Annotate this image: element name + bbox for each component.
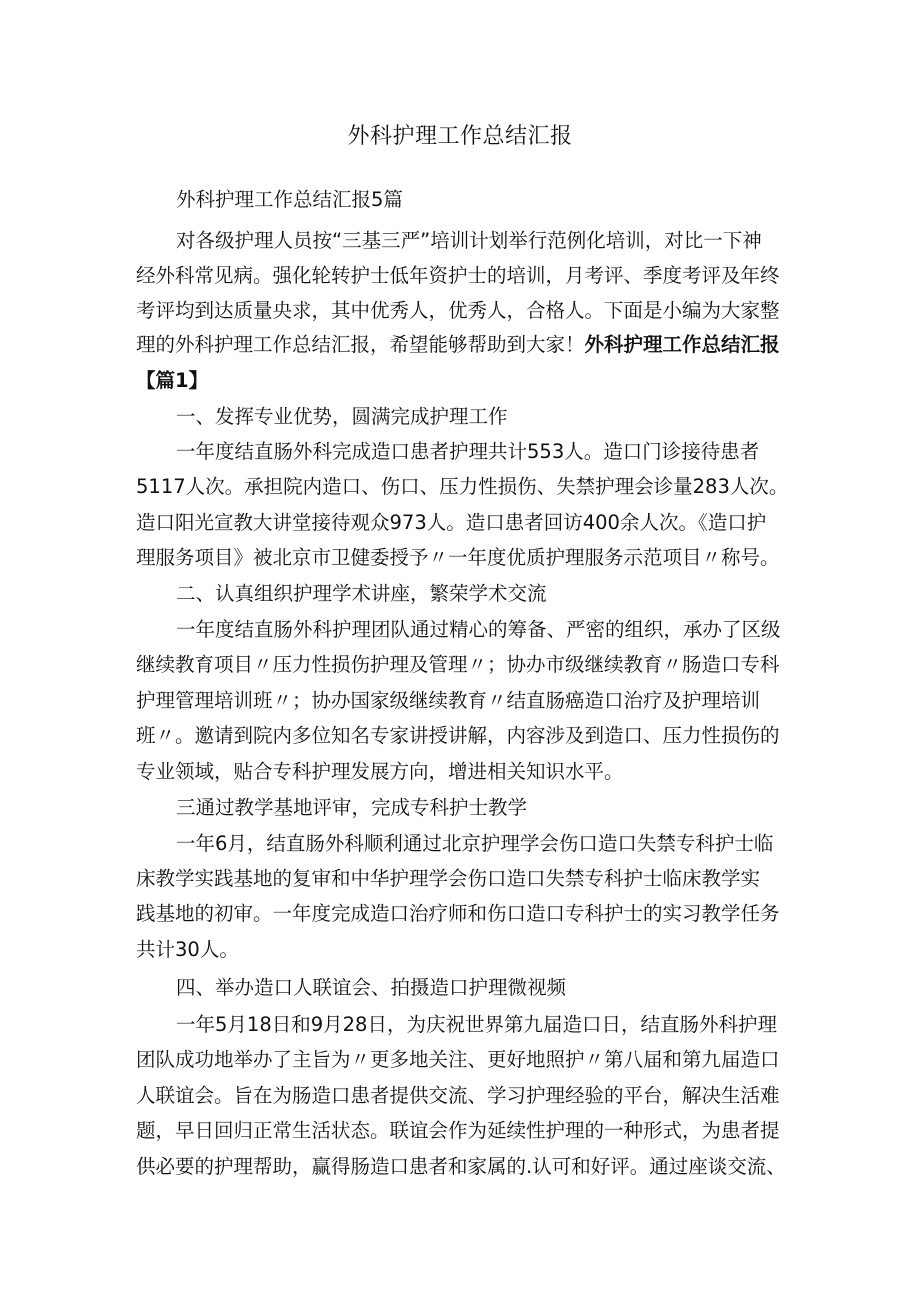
subtitle: 外科护理工作总结汇报5篇 xyxy=(176,188,403,211)
paragraph-line: 践基地的初审。一年度完成造口治疗师和伤口造口专科护士的实习教学任务 xyxy=(136,902,780,925)
paragraph-line: 一年度结直肠外科护理团队通过精心的筹备、严密的组织，承办了区级 xyxy=(176,618,781,641)
paragraph-line: 题，早日回归正常生活状态。联谊会作为延续性护理的一种形式，为患者提 xyxy=(136,1119,780,1142)
paragraph-line: 专业领域，贴合专科护理发展方向，增进相关知识水平。 xyxy=(136,760,624,783)
paragraph-line: 班〃。邀请到院内多位知名专家讲授讲解，内容涉及到造口、压力性损伤的 xyxy=(136,724,780,747)
section-heading: 三通过教学基地评审，完成专科护士教学 xyxy=(176,796,528,819)
paragraph-line: 团队成功地举办了主旨为〃更多地关注、更好地照护〃第八届和第九届造口 xyxy=(136,1048,780,1071)
paragraph-line: 造口阳光宣教大讲堂接待观众973人。造口患者回访400余人次。《造口护 xyxy=(136,511,767,534)
intro-line xyxy=(136,331,796,359)
paragraph-line: 继续教育项目〃压力性损伤护理及管理〃；协办市级继续教育〃肠造口专科 xyxy=(136,653,780,676)
section-heading: 四、举办造口人联谊会、拍摄造口护理微视频 xyxy=(176,976,567,999)
section-heading: 二、认真组织护理学术讲座，繁荣学术交流 xyxy=(176,582,547,605)
intro-line: 对各级护理人员按“三基三严”培训计划举行范例化培训，对比一下神 xyxy=(176,229,762,252)
paragraph-line: 一年5月18日和9月28日，为庆祝世界第九届造口日，结直肠外科护理 xyxy=(176,1013,777,1036)
intro-bold-tail: 外科护理工作总结汇报 xyxy=(584,333,780,356)
article-label: 【篇1】 xyxy=(136,369,209,392)
intro-line: 经外科常见病。强化轮转护士低年资护士的培训，月考评、季度考评及年终 xyxy=(136,264,780,287)
paragraph-line: 理服务项目》被北京市卫健委授予〃一年度优质护理服务示范项目〃称号。 xyxy=(136,546,780,569)
paragraph-line: 一年度结直肠外科完成造口患者护理共计553人。造口门诊接待患者 xyxy=(176,440,760,463)
paragraph-line: 一年6月，结直肠外科顺利通过北京护理学会伤口造口失禁专科护士临 xyxy=(176,832,774,855)
paragraph-line: 供必要的护理帮助，赢得肠造口患者和家属的.认可和好评。通过座谈交流、 xyxy=(136,1155,786,1178)
paragraph-line: 床教学实践基地的复审和中华护理学会伤口造口失禁专科护士临床教学实 xyxy=(136,867,761,890)
paragraph-line: 护理管理培训班〃；协办国家级继续教育〃结直肠癌造口治疗及护理培训 xyxy=(136,689,761,712)
paragraph-line: 5117人次。承担院内造口、伤口、压力性损伤、失禁护理会诊量283人次。 xyxy=(136,475,789,498)
document-title: 外科护理工作总结汇报 xyxy=(347,124,573,149)
paragraph-line: 共计30人。 xyxy=(136,938,239,961)
intro-line: 考评均到达质量央求，其中优秀人，优秀人，合格人。下面是小编为大家整 xyxy=(136,299,780,322)
intro-line-text: 理的外科护理工作总结汇报，希望能够帮助到大家！ xyxy=(136,333,585,356)
paragraph-line: 人联谊会。旨在为肠造口患者提供交流、学习护理经验的平台，解决生活难 xyxy=(136,1084,780,1107)
section-heading: 一、发挥专业优势，圆满完成护理工作 xyxy=(176,405,508,428)
